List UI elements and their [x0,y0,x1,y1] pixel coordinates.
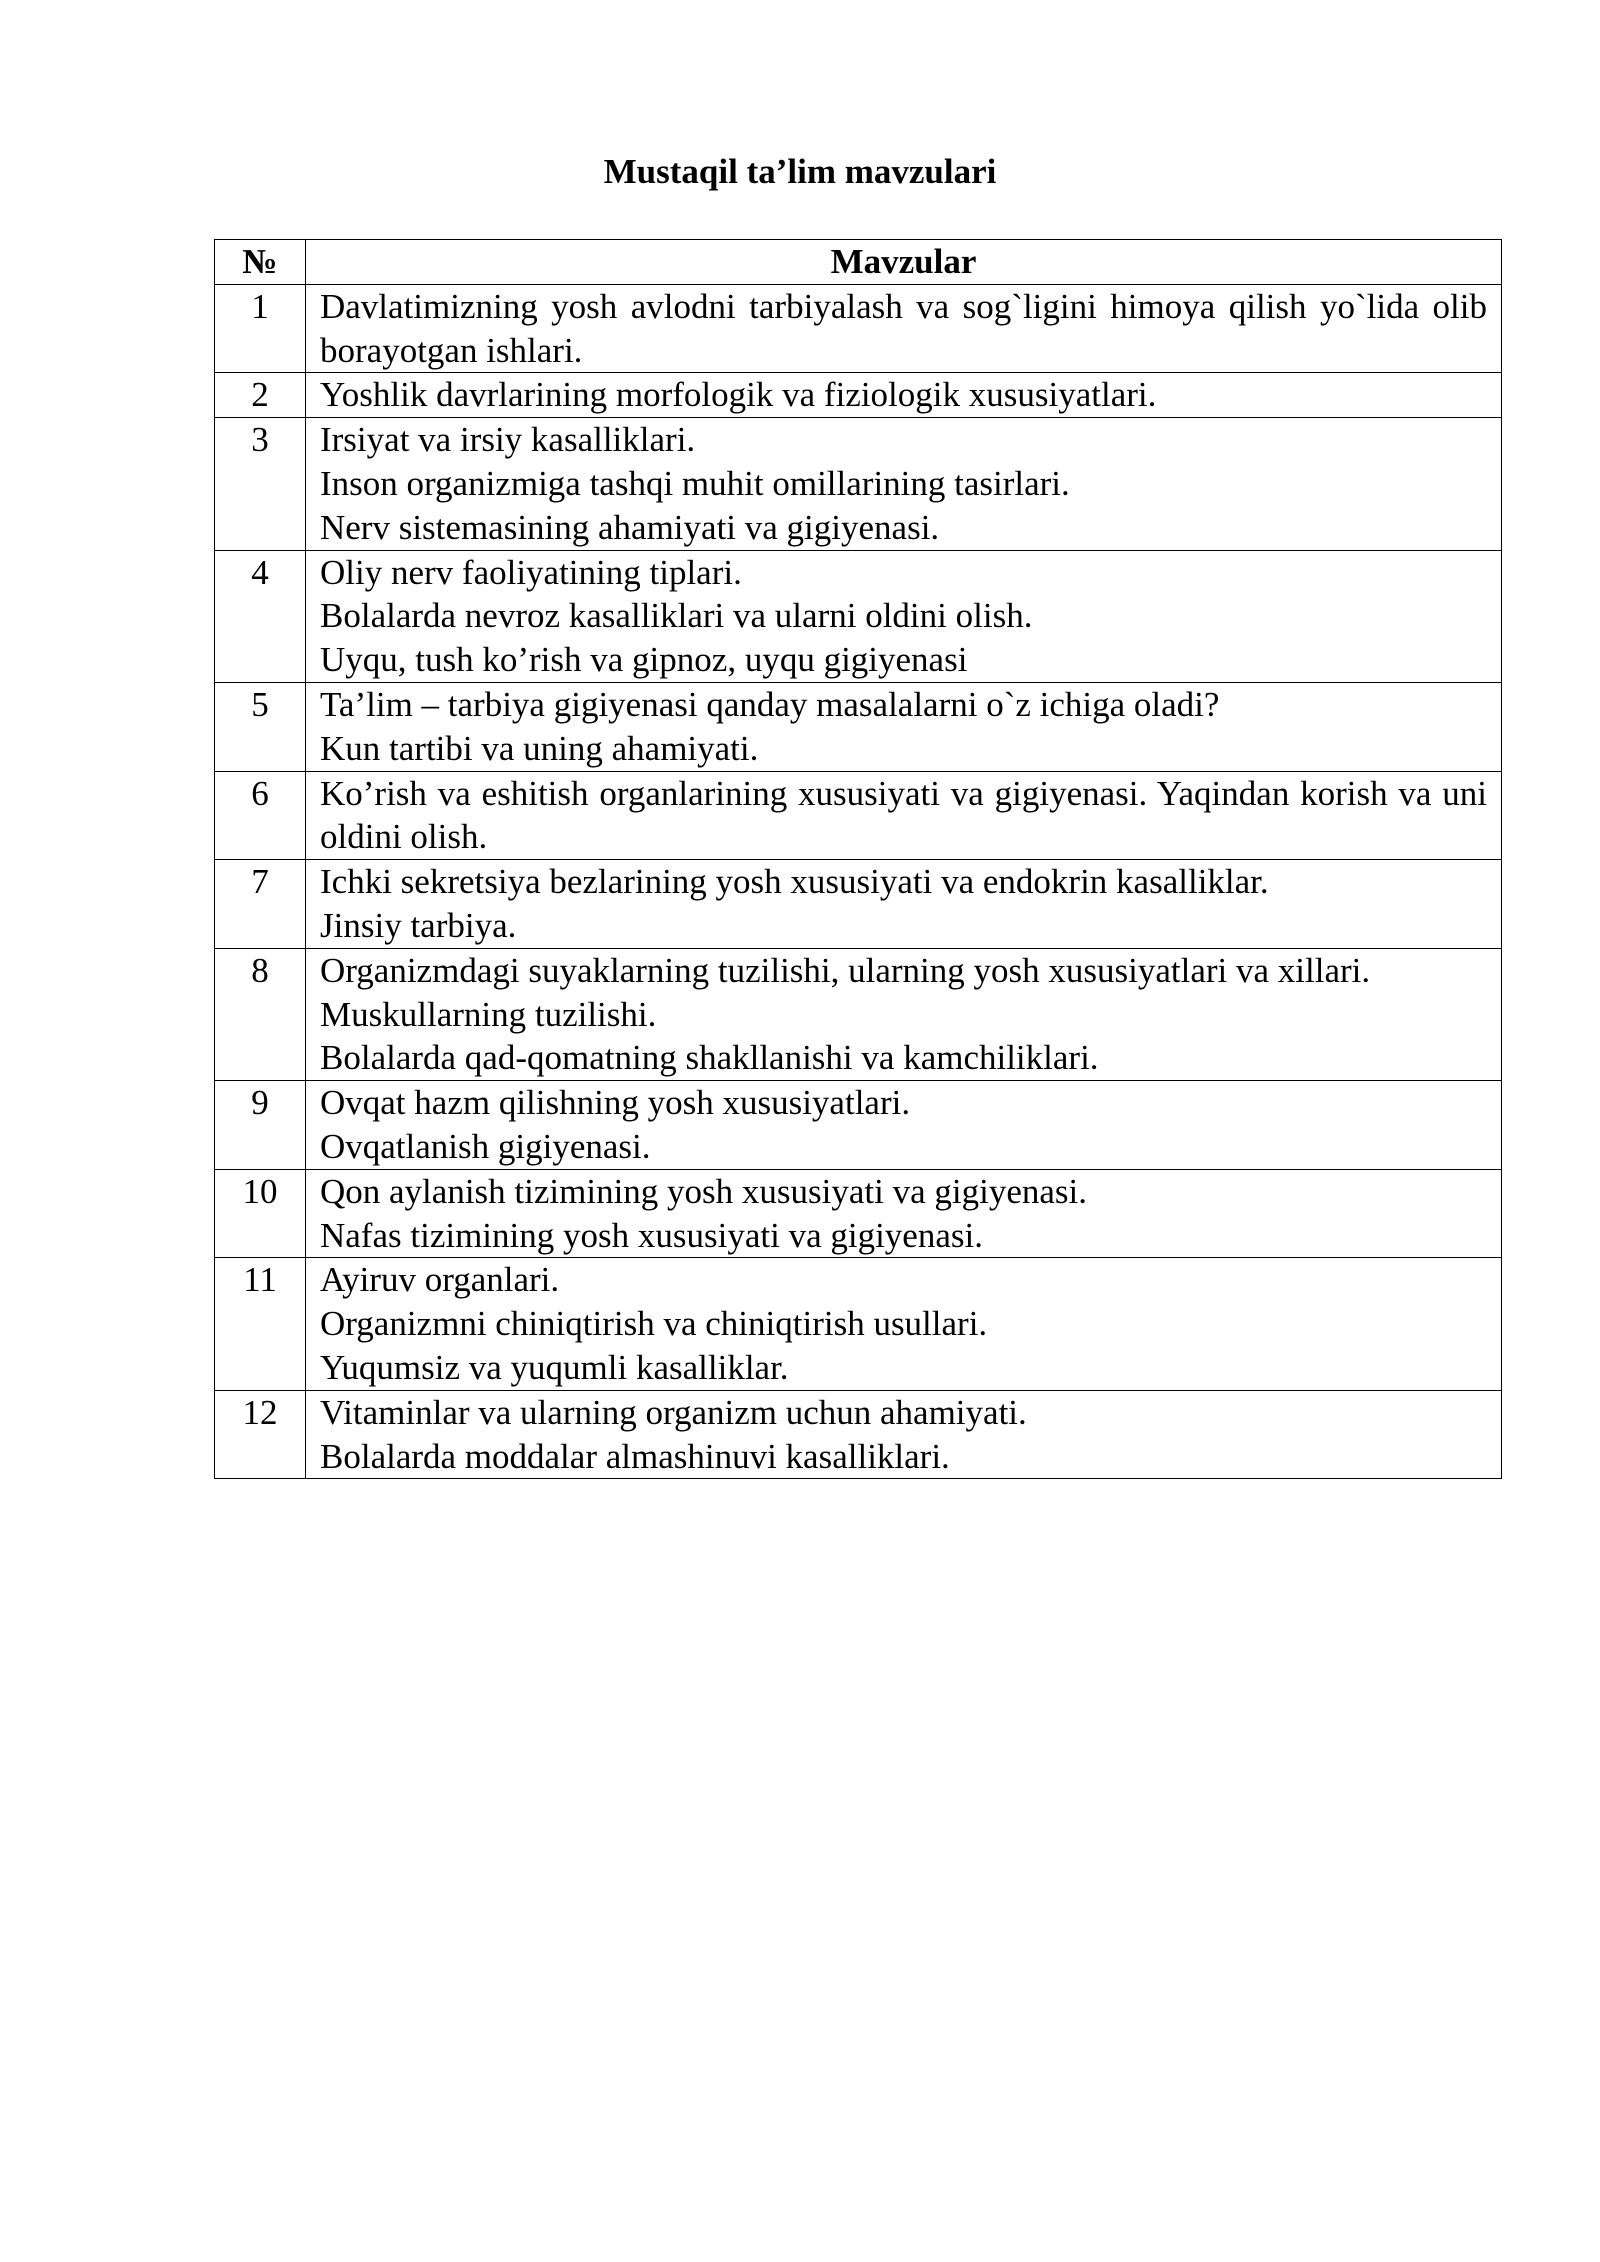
header-row [215,240,1502,285]
topic-line: Yuqumsiz va yuqumli kasalliklar. [320,1347,789,1387]
topic-line: Bolalarda qad-qomatning shakllanishi va kamchiliklari. [320,1038,1099,1078]
topic-line: Inson organizmiga tashqi muhit omillarining tasirlari. [320,463,1070,503]
topic-line: Jinsiy tarbiya. [320,905,517,945]
table-row [215,550,1502,682]
row-topics [306,373,1502,418]
row-number: 7 [215,860,306,949]
topic-line: Irsiyat va irsiy kasalliklari. [320,420,696,460]
topic-line: Ko’rish va eshitish organlarining xususiyati va gigiyenasi. Yaqindan korish va uni oldini olish. [320,773,1487,857]
row-topics [306,1390,1502,1479]
table-row [215,418,1502,550]
topic-line: Kun tartibi va uning ahamiyati. [320,728,759,768]
table-row [215,948,1502,1080]
row-topics [306,1169,1502,1258]
table-row [215,682,1502,771]
table-row [215,373,1502,418]
topic-line: Bolalarda moddalar almashinuvi kasalliklari. [320,1436,950,1476]
row-number: 2 [215,373,306,418]
table-row [215,771,1502,860]
table-row [215,1169,1502,1258]
topic-line: Vitaminlar va ularning organizm uchun ahamiyati. [320,1392,1027,1432]
row-topics [306,682,1502,771]
topic-line: Qon aylanish tizimining yosh xususiyati va gigiyenasi. [320,1171,1088,1211]
table-row [215,1390,1502,1479]
topic-line: Uyqu, tush ko’rish va gipnoz, uyqu gigiyenasi [320,640,968,680]
row-topics [306,948,1502,1080]
row-topics [306,284,1502,373]
table-body [215,284,1502,1479]
row-topics [306,1258,1502,1390]
topic-line: Ovqat hazm qilishning yosh xususiyatlari. [320,1083,911,1123]
table-header [215,240,1502,285]
row-topics [306,550,1502,682]
topic-line: Davlatimizning yosh avlodni tarbiyalash va sog`ligini himoya qilish yo`lida olib borayotgan ishlari. [320,286,1487,370]
table-row [215,1258,1502,1390]
topic-line: Nerv sistemasining ahamiyati va gigiyenasi. [320,507,940,547]
row-number: 6 [215,771,306,860]
row-topics [306,418,1502,550]
row-number: 10 [215,1169,306,1258]
topic-line: Ichki sekretsiya bezlarining yosh xususiyati va endokrin kasalliklar. [320,862,1269,902]
row-topics [306,771,1502,860]
row-number: 1 [215,284,306,373]
topic-line: Organizmni chiniqtirish va chiniqtirish usullari. [320,1304,988,1344]
row-number: 11 [215,1258,306,1390]
header-number: № [215,240,306,285]
table-row [215,860,1502,949]
topic-line: Yoshlik davrlarining morfologik va fiziologik xususiyatlari. [320,375,1157,415]
header-topics: Mavzular [306,240,1502,285]
row-number: 4 [215,550,306,682]
row-number: 3 [215,418,306,550]
row-topics [306,1081,1502,1170]
document-title: Mustaqil ta’lim mavzulari [603,152,997,191]
row-topics [306,860,1502,949]
topic-line: Ayiruv organlari. [320,1260,560,1300]
topic-line: Bolalarda nevroz kasalliklari va ularni oldini olish. [320,596,1033,636]
topics-table [214,239,1502,1479]
row-number: 5 [215,682,306,771]
table-row [215,284,1502,373]
row-number: 9 [215,1081,306,1170]
row-number: 12 [215,1390,306,1479]
topic-line: Ta’lim – tarbiya gigiyenasi qanday masalalarni o`z ichiga oladi? [320,684,1220,724]
topic-line: Nafas tizimining yosh xususiyati va gigiyenasi. [320,1215,983,1255]
row-number: 8 [215,948,306,1080]
topic-line: Muskullarning tuzilishi. [320,994,657,1034]
table-row [215,1081,1502,1170]
topic-line: Organizmdagi suyaklarning tuzilishi, ularning yosh xususiyatlari va xillari. [320,950,1371,990]
topic-line: Ovqatlanish gigiyenasi. [320,1126,651,1166]
topic-line: Oliy nerv faoliyatining tiplari. [320,552,742,592]
